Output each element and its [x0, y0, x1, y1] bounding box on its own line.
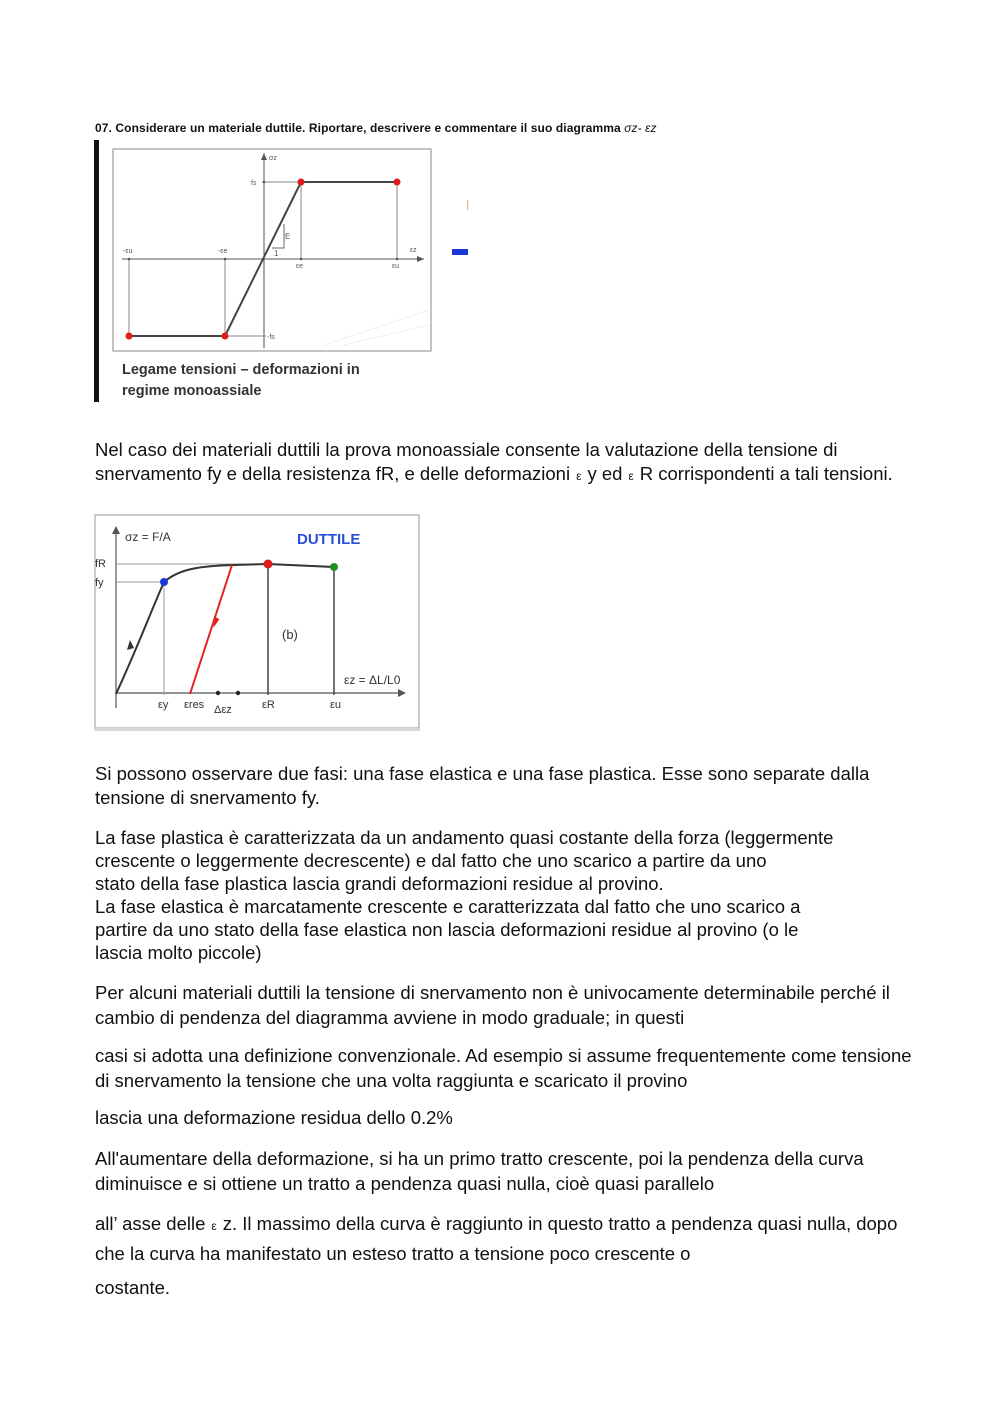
- paragraph-3: [95, 826, 925, 964]
- heading-symbols: σz- εz: [624, 121, 657, 135]
- figure1-point-yield: [298, 179, 305, 186]
- figure2-label-fR: fR: [95, 558, 106, 570]
- figure2-label-title: DUTTILE: [297, 531, 361, 548]
- figure1-left-bar: [94, 140, 99, 402]
- figure1-caption-line2: regime monoassiale: [122, 383, 262, 399]
- heading-text: 07. Considerare un materiale duttile. Riportare, descrivere e commentare il suo diagramma: [95, 121, 621, 135]
- figure2-label-eu: εu: [330, 699, 342, 711]
- paragraph-9: costante.: [95, 1277, 171, 1298]
- figure1-label-E: E: [285, 232, 291, 241]
- figure2-label-sigma: σz = F/A: [125, 530, 171, 544]
- figure1-point-neg-ultimate: [126, 333, 133, 340]
- figure1-label-neg-eu: -εu: [123, 248, 133, 255]
- figure1-tick-ee: [300, 258, 303, 261]
- figure1-frame: [113, 149, 431, 351]
- paragraph-5: casi si adotta una definizione convenzionale. Ad esempio si assume frequentemente come tensione di snervamento la tensione che una volta raggiunta e scaricato il provino: [95, 1045, 912, 1091]
- figure1-label-one: 1: [274, 249, 279, 258]
- figure1-tick-fs: [263, 181, 266, 184]
- figure-ductile-curve: [94, 514, 424, 732]
- paragraph-8-part2: z. Il massimo della curva è raggiunto in questo tratto a pendenza quasi nulla, dopo che la curva ha manifestato un esteso tratto a tensione poco crescente o: [95, 1213, 898, 1264]
- figure1-side-mark-blue: [452, 249, 468, 255]
- paragraph-1-eps1: ε: [576, 469, 582, 483]
- figure1-caption-line1: Legame tensioni – deformazioni in: [122, 362, 360, 378]
- figure2-label-eres: εres: [184, 699, 205, 711]
- paragraph-6: lascia una deformazione residua dello 0.2%: [95, 1107, 453, 1128]
- figure1-label-eu: εu: [392, 263, 400, 270]
- paragraph-1-eps2: ε: [628, 469, 634, 483]
- figure2-label-eR: εR: [262, 699, 275, 711]
- paragraph-8-eps: ε: [211, 1219, 217, 1233]
- figure2-label-b: (b): [282, 627, 298, 642]
- figure1-tick-eu: [396, 258, 399, 261]
- paragraph-3-line1: La fase plastica è caratterizzata da un andamento quasi costante della forza (leggermente: [95, 827, 834, 848]
- figure1-tick-neg-ee: [224, 258, 227, 261]
- paragraph-3-line4: La fase elastica è marcatamente crescente e caratterizzata dal fatto che uno scarico a: [95, 896, 801, 917]
- paragraph-3-line2: crescente o leggermente decrescente) e dal fatto che uno scarico a partire da uno: [95, 850, 767, 871]
- paragraph-1: [95, 438, 925, 488]
- figure-elastoplastic-diagram: [94, 140, 484, 405]
- figure2-dot-1: [216, 691, 220, 695]
- figure1-point-ultimate: [394, 179, 401, 186]
- figure1-point-neg-yield: [222, 333, 229, 340]
- figure1-label-neg-ee: -εe: [218, 248, 228, 255]
- paragraph-8: [95, 1210, 925, 1267]
- paragraph-3-line5: partire da uno stato della fase elastica non lascia deformazioni residue al provino (o le: [95, 919, 799, 940]
- figure2-frame: [95, 515, 419, 728]
- figure1-tick-neg-eu: [128, 258, 131, 261]
- question-heading: [95, 121, 657, 135]
- figure2-bottom-shadow: [94, 728, 420, 731]
- paragraph-2: Si possono osservare due fasi: una fase elastica e una fase plastica. Esse sono separate dalla tensione di snervamento fy.: [95, 763, 870, 808]
- figure1-side-mark-orange: [467, 200, 468, 210]
- figure1-label-ee: εe: [296, 263, 304, 270]
- figure2-point-max: [264, 560, 273, 569]
- figure1-label-eps: εz: [410, 247, 417, 254]
- figure1-label-neg-fs: -fs: [267, 334, 275, 341]
- paragraph-1-part2: y ed: [587, 463, 623, 484]
- figure2-label-fy: fy: [95, 577, 104, 589]
- figure1-label-fs: fs: [251, 180, 257, 187]
- paragraph-3-line6: lascia molto piccole): [95, 942, 262, 963]
- figure2-label-eps-axis: εz = ΔL/L0: [344, 673, 401, 687]
- figure1-label-sigma: σz: [269, 155, 277, 162]
- figure2-point-ultimate: [330, 563, 338, 571]
- figure2-dot-2: [236, 691, 240, 695]
- paragraph-3-line3: stato della fase plastica lascia grandi deformazioni residue al provino.: [95, 873, 664, 894]
- paragraph-8-part1: all’ asse delle: [95, 1213, 206, 1234]
- figure2-label-deltaez: Δεz: [214, 704, 232, 716]
- figure2-label-ey: εy: [158, 699, 169, 711]
- paragraph-7: All'aumentare della deformazione, si ha un primo tratto crescente, poi la pendenza della curva diminuisce e si ottiene un tratto a pendenza quasi nulla, cioè quasi parallelo: [95, 1148, 864, 1194]
- paragraph-1-part3: R corrispondenti a tali tensioni.: [639, 463, 893, 484]
- figure2-point-yield: [160, 578, 168, 586]
- paragraph-1-part1: Nel caso dei materiali duttili la prova monoassiale consente la valutazione della tensione di snervamento fy e della resistenza fR, e delle deformazioni: [95, 439, 838, 484]
- paragraph-4: Per alcuni materiali duttili la tensione di snervamento non è univocamente determinabile perché il cambio di pendenza del diagramma avviene in modo graduale; in questi: [95, 982, 890, 1028]
